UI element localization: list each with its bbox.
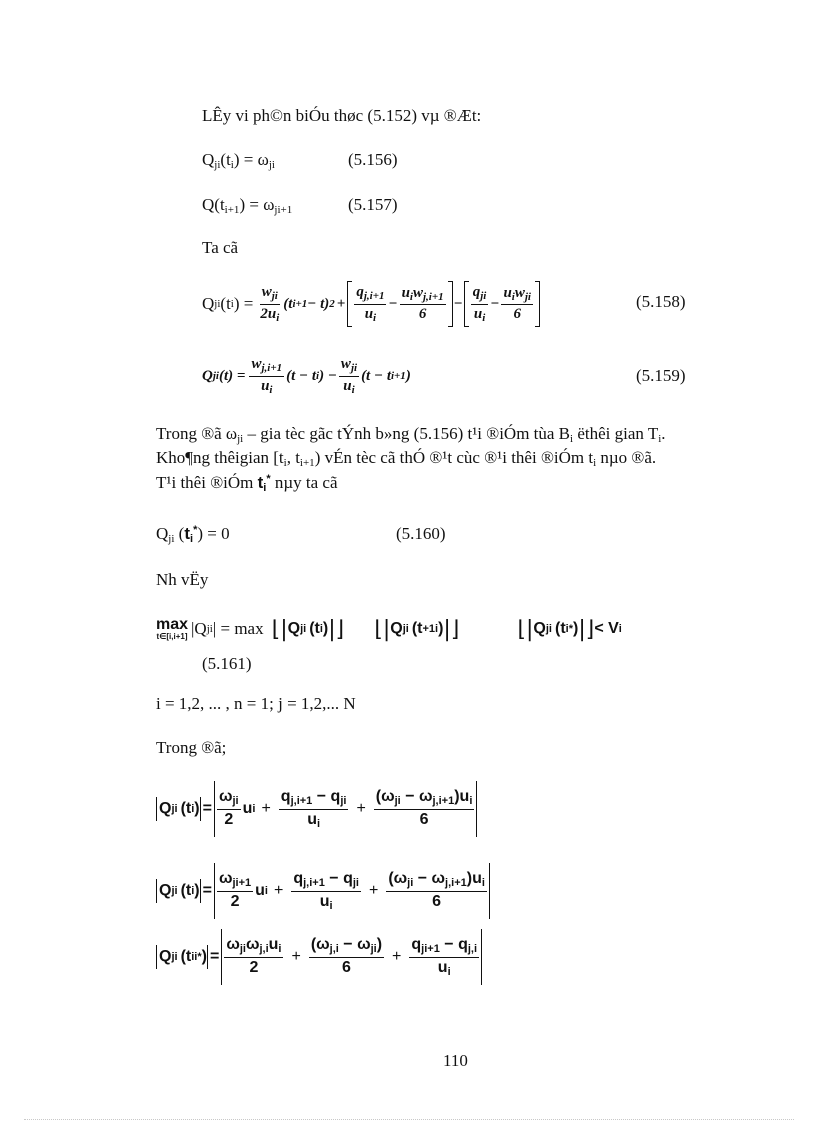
eqC-f2-num-c: ): [376, 936, 383, 954]
eqB-lhs-arg: (t: [180, 882, 192, 899]
para-l3-t: t: [257, 473, 264, 492]
eq159-frac2: [339, 356, 359, 396]
eq161-term1: ⌊| Q ji (t i ) |⌋: [271, 616, 345, 642]
eq161-max: max: [156, 616, 189, 633]
eq157-rhs-sub: ji+1: [274, 204, 293, 216]
eqA-t1-sub: i: [252, 803, 256, 815]
eq159-f2-num-sub: ji: [350, 361, 358, 374]
eqB-f3-num-sub2: j,i+1: [445, 877, 467, 890]
eqA-t1: u: [242, 800, 253, 817]
eq159-number: (5.159): [636, 366, 686, 385]
eqB-frac2: [291, 870, 361, 912]
indices-line: i = 1,2, ... , n = 1; j = 1,2,... N: [156, 694, 356, 713]
eqC-f1-num-sub3: i: [278, 943, 282, 956]
eqA-f2-num: q: [280, 787, 291, 805]
eqA-f2-den-sub: i: [316, 817, 321, 830]
eqA-lhs-sub: ji: [171, 803, 178, 815]
eq161-term2: ⌊| Q ji (t +1i ) |⌋: [374, 616, 460, 642]
ta-co-line: Ta cã: [202, 238, 239, 257]
eq158-bracket-close-1: [448, 281, 453, 327]
eq160-t: t: [184, 524, 190, 543]
eqB-f2-num: q: [293, 869, 304, 887]
eq156-number: (5.156): [348, 150, 398, 169]
eq161-t3-sub: ji: [545, 623, 552, 635]
eq158-bracket-open-1: [347, 281, 352, 327]
eqC-frac3: [409, 936, 479, 978]
eq156-lhs-sub: ji: [214, 159, 221, 171]
eq158-f5-num2: w: [514, 284, 525, 301]
para-l3b: nµy ta cã: [270, 473, 338, 492]
eqC-f3-num: q: [411, 935, 422, 953]
eq157-rhs: = ω: [245, 195, 275, 214]
eqB-f2-num-m: − q: [324, 869, 353, 887]
eq158-arg-sub: i: [230, 298, 234, 310]
eqB-f1-num-sub: ji+1: [232, 877, 252, 890]
eq158-lhs: Q: [202, 294, 215, 313]
eqA-f3-num-sub3: i: [469, 795, 473, 808]
eqB-t1-sub: i: [264, 885, 268, 897]
eq158-minus-1: −: [388, 295, 398, 312]
eqC-f3-den: u: [437, 958, 448, 976]
eq158-f4-den: u: [473, 305, 483, 322]
eq161-t1-close: ): [322, 620, 329, 637]
eq156-arg-close: ): [233, 150, 240, 169]
para-l2b: , t: [286, 448, 300, 467]
eq161-lt-sub: i: [618, 623, 622, 635]
eqB-lhs-sub: ji: [171, 885, 178, 897]
eq159-term1: (t − t: [286, 367, 317, 384]
eqA-lhs-close: ): [194, 800, 200, 817]
eq161-t1: Q: [287, 620, 301, 637]
page-bottom-divider: [24, 1119, 794, 1120]
eq158-arg-close: ) =: [233, 294, 254, 313]
eqB-lhs: Q: [159, 882, 172, 899]
eqC-lhs-close: ): [201, 948, 207, 965]
eqA-f3-num: (ω: [375, 788, 395, 806]
eq161-t2-arg-sub: +1i: [422, 623, 439, 635]
eq161-t3: Q: [533, 620, 546, 637]
eqB-f3-num: (ω: [388, 870, 408, 888]
eq158-f3-num2: w: [412, 284, 423, 301]
eq159-term1-close: ) −: [319, 367, 337, 384]
para-l3-sub: i: [263, 482, 267, 494]
equation-qji-tstar: Q ji (t ii * ) = $\frac{\omega_{ji}\omega_{j,i}u_i}{2}$ + $\frac{(\omega_{j,i} - \omega_{ji})}{6}$ + $\frac{q_{ji+1} - q_{j,i}}{u_i}$: [156, 928, 482, 986]
para-l2b-sub: i+1: [299, 457, 315, 469]
eqC-lhs: Q: [159, 948, 172, 965]
eqA-f3-num-sub2: j,i+1: [432, 795, 455, 808]
para-l1a: Trong ®ã ω: [156, 424, 238, 443]
eq159-frac1: [249, 356, 284, 396]
eq158-bracket-close-2: [535, 281, 540, 327]
eq158-f5-den: 6: [513, 306, 521, 323]
eq158-f1-den: 2u: [260, 305, 277, 322]
paragraph-line-2: [156, 448, 656, 469]
eq158-term1-rest: − t): [307, 295, 330, 312]
eqB-f2-den-sub: i: [329, 899, 333, 912]
eqC-f2-num-sub: j,i: [329, 943, 339, 956]
eq157-arg-sub: i+1: [224, 204, 240, 216]
eqB-frac1: [217, 870, 253, 911]
eq158-rhs: [256, 281, 540, 327]
eqB-lhs-arg-sub: i: [191, 885, 195, 897]
eqB-f3-den: 6: [432, 893, 442, 911]
eq158-f5-num-sub: i: [511, 290, 515, 303]
eq161-lhs: |Q: [191, 619, 207, 638]
eq158-f2-den-sub: i: [373, 311, 377, 324]
eq158-f3-den: 6: [418, 306, 427, 323]
eq160-lhs-sub: ji: [168, 533, 175, 545]
eq158-number: (5.158): [636, 292, 686, 311]
eqC-f2-num: (ω: [310, 936, 330, 954]
eq159-f1-den: u: [261, 377, 270, 394]
eq157-number: (5.157): [348, 195, 398, 214]
equation-5-160: [156, 524, 230, 545]
eq158-frac5: [501, 285, 533, 324]
eq158-term1-sub: i+1: [292, 298, 308, 310]
eq161-t2: Q: [390, 620, 403, 637]
eq161-term3: ⌊| Q ji (t i * ) |⌋ < V i: [517, 616, 622, 642]
eqB-f2-num-sub2: ji: [352, 876, 359, 889]
eq158-f1-num: w: [261, 283, 272, 300]
para-l3-sup: *: [266, 473, 271, 485]
eqA-lhs: Q: [159, 800, 172, 817]
eqC-frac1: [224, 936, 283, 977]
eq158-bracket-open-2: [464, 281, 469, 327]
eqA-lhs-arg: (t: [180, 800, 192, 817]
eq159-f2-num: w: [340, 355, 351, 372]
para-l1b: – gia tèc gãc tÝnh b»ng (5.156) t¹i ®iÓm tùa B: [243, 424, 571, 443]
eqC-f1-num-sub2: j,i: [259, 943, 269, 956]
eq158-lhs-sub: ji: [214, 298, 221, 310]
eq158-f5-num: u: [503, 284, 512, 301]
eq161-t3-arg: (t: [554, 620, 566, 637]
eq158-f4-num: q: [472, 283, 481, 300]
eq161-t1-arg: (t: [309, 620, 320, 637]
eq158-minus-2: −: [453, 295, 463, 312]
eq157-arg-close: ): [239, 195, 246, 214]
eqA-f3-num-c: )u: [454, 788, 470, 806]
eqC-f1-num-c: u: [268, 936, 279, 954]
eq158-square: 2: [329, 298, 335, 310]
eqA-f3-den: 6: [419, 811, 429, 829]
eq159-term2-close: ): [405, 367, 411, 384]
eq158-frac3: [400, 285, 446, 324]
eq161-t3-arg-sup: *: [568, 623, 573, 635]
para-l2a-sub: i: [283, 457, 287, 469]
eq158-minus-3: −: [490, 295, 500, 312]
eqC-lhs-arg-sub: ii: [191, 951, 198, 963]
eqC-f1-num-b: ω: [245, 936, 260, 954]
eq159-arg: (t) =: [218, 367, 246, 384]
eq159-f1-den-sub: i: [269, 383, 273, 396]
eqA-f2-num-m: − q: [312, 787, 341, 805]
eqB-t1: u: [255, 882, 265, 899]
eqA-f2-num-sub: j,i+1: [290, 794, 313, 807]
para-l1b-sub: i: [570, 433, 574, 445]
eq161-t1-sub: ji: [300, 623, 307, 635]
eq161-t3-arg-sub: i: [565, 623, 569, 635]
eqB-f3-num-sub3: i: [481, 877, 485, 890]
eq161-lt: < V: [594, 620, 619, 637]
eqB-f1-num: ω: [218, 870, 233, 888]
eqC-f3-num-m: − q: [439, 935, 468, 953]
nh-vay-line: Nh vËy: [156, 570, 209, 589]
page-number: 110: [443, 1051, 468, 1070]
eqC-f2-num-sub2: ji: [370, 943, 377, 956]
para-l1d: .: [661, 424, 666, 443]
eqC-f1-num: ω: [226, 936, 240, 954]
eqB-f3-num-sub: ji: [407, 877, 414, 890]
eq158-f2-num: q: [356, 283, 364, 300]
eqA-f3-num-sub: ji: [394, 795, 401, 808]
eqC-f1-num-sub: ji: [239, 943, 246, 956]
eqC-f2-num-m: − ω: [338, 936, 371, 954]
eq161-max-under: t∈[i,i+1]: [156, 632, 188, 641]
paragraph-line-1: [156, 424, 666, 445]
eq161-t3-close: ): [572, 620, 579, 637]
eqA-f2-num-sub2: ji: [340, 794, 347, 807]
eq160-rest: ) = 0: [197, 524, 230, 543]
eq160-arg: (: [174, 524, 185, 543]
equation-5-159: [202, 354, 411, 398]
eqA-lhs-arg-sub: i: [191, 803, 195, 815]
eq161-t2-sub: ji: [402, 623, 409, 635]
eq158-term1: (t: [283, 295, 293, 312]
eq159-term2: (t − t: [361, 367, 391, 384]
eq158-f3-num2-sub: j,i+1: [423, 290, 444, 303]
eqB-f3-num-m: − ω: [413, 870, 446, 888]
eq158-f1-num-sub: ji: [271, 289, 278, 302]
eqB-f2-num-sub: j,i+1: [303, 876, 325, 889]
eq158-f4-num-sub: ji: [480, 289, 487, 302]
eqA-f1-num: ω: [218, 788, 233, 806]
eq158-frac4: [471, 284, 489, 324]
trong-do-line: Trong ®ã;: [156, 738, 227, 757]
eq158-f4-den-sub: i: [482, 311, 486, 324]
eqC-lhs-arg: (t: [180, 948, 192, 965]
eq158-arg: (t: [220, 294, 231, 313]
eq158-frac2: [354, 284, 386, 324]
eq161-t2-arg: (t: [411, 620, 423, 637]
eqA-f1-den: 2: [224, 811, 234, 829]
eqA-frac3: [374, 788, 475, 829]
eq159-f1-num: w: [251, 355, 262, 372]
eq159-term2-sub: i+1: [390, 370, 406, 382]
eqA-f1-num-sub: ji: [232, 795, 239, 808]
equation-5-158: [202, 280, 540, 328]
eq156-rhs-sub: ji: [268, 159, 275, 171]
eqA-frac2: [279, 788, 349, 830]
eqB-frac3: [386, 870, 487, 911]
eq159-f2-den-sub: i: [351, 383, 355, 396]
eqB-f2-den: u: [319, 892, 330, 910]
eq159-lhs: Q: [202, 367, 213, 384]
paragraph-line-3: [156, 473, 338, 494]
equation-5-161: [156, 612, 622, 646]
equation-qji-ti-b: Q ji (t i ) = $\frac{\omega_{ji+1}}{2}$ u i + $\frac{q_{j,i+1} - q_{ji}}{u_i}$ + $\frac{(\omega_{ji} - \omega_{j,i+1})u_i}{6}$: [156, 862, 490, 920]
eqA-f2-den: u: [307, 810, 317, 828]
eq158-f5-num2-sub: ji: [524, 290, 531, 303]
eqA-frac1: [217, 788, 241, 829]
para-l3a: T¹i thêi ®iÓm: [156, 473, 258, 492]
eq160-t-sup: *: [193, 524, 198, 536]
eqC-lhs-sub: ji: [171, 951, 178, 963]
eq156-arg-sub: i: [230, 159, 234, 171]
eqB-lhs-close: ): [194, 882, 200, 899]
eq160-t-sub: i: [190, 533, 194, 545]
eqC-f3-num-sub: ji+1: [421, 942, 440, 955]
intro-line: LÊy vi ph©n biÓu thøc (5.152) vµ ®Æt:: [202, 106, 482, 125]
eqC-f3-num-sub2: j,i: [467, 942, 478, 955]
para-l2a: Kho¶ng thêigian [t: [156, 448, 284, 467]
eqC-lhs-arg-sup: *: [197, 951, 202, 963]
eq161-lhs-sub: ji: [206, 623, 213, 635]
eq158-plus: +: [336, 295, 346, 312]
eq158-f2-num-sub: j,i+1: [363, 289, 385, 302]
eqB-f3-num-c: )u: [466, 870, 482, 888]
eq160-lhs: Q: [156, 524, 169, 543]
eq158-f1-den-sub: i: [276, 311, 280, 324]
eq161-max-operator: [156, 617, 188, 641]
eqB-f1-den: 2: [230, 893, 240, 911]
eq156-lhs: Q: [202, 150, 215, 169]
para-l2d: nµo ®ã.: [596, 448, 657, 467]
eq159-f2-den: u: [343, 377, 352, 394]
para-l2c-sub: i: [593, 457, 597, 469]
eq159-lhs-sub: ji: [212, 370, 219, 382]
eq158-f3-num: u: [401, 284, 410, 301]
eq159-f1-num-sub: j,i+1: [261, 361, 283, 374]
eq161-t2-close: ): [438, 620, 444, 637]
eq157-lhs: Q(t: [202, 195, 225, 214]
para-l1a-sub: ji: [237, 433, 244, 445]
eq156-rhs: = ω: [239, 150, 269, 169]
para-l2c: ) vÉn tèc cã thÓ ®¹t cùc ®¹i thêi ®iÓm t: [314, 448, 594, 467]
eq161-t1-arg-sub: i: [319, 623, 323, 635]
eq161-lhs-rest: | = max: [212, 619, 264, 638]
para-l1c: ëthêi gian T: [573, 424, 659, 443]
eq158-f3-num-sub: i: [409, 290, 413, 303]
para-l1c-sub: i: [658, 433, 662, 445]
eqC-f2-den: 6: [341, 959, 351, 977]
eqC-frac2: [309, 936, 384, 977]
equation-5-156: [202, 150, 275, 171]
eq158-f2-den: u: [364, 305, 374, 322]
eq158-frac1: [258, 284, 281, 324]
eqC-f3-den-sub: i: [447, 965, 451, 978]
equation-qji-ti-a: Q ji (t i ) = $\frac{\omega_{ji}}{2}$ u i + $\frac{q_{j,i+1} - q_{ji}}{u_i}$ + $\frac{(\omega_{ji} - \omega_{j,i+1})u_i}{6}$: [156, 780, 477, 838]
eq161-number: (5.161): [202, 654, 252, 673]
eqA-f3-num-m: − ω: [400, 788, 433, 806]
equation-5-157: [202, 195, 292, 216]
eq160-number: (5.160): [396, 524, 446, 543]
eq156-arg: (t: [220, 150, 231, 169]
eq159-term1-sub: i: [316, 370, 320, 382]
eqC-f1-den: 2: [249, 959, 259, 977]
